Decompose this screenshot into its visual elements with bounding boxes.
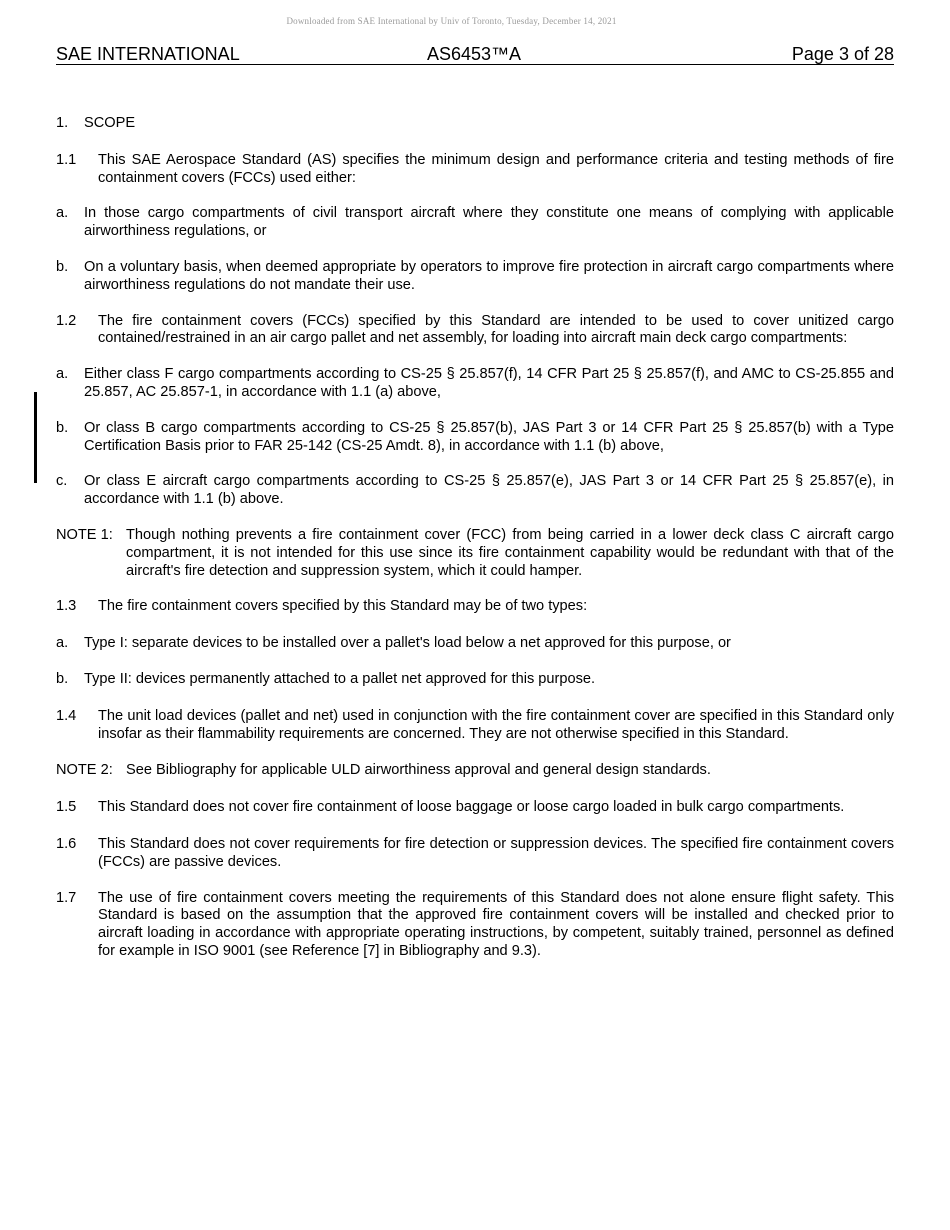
item-text: Type I: separate devices to be installed over a pallet's load below a net approved for this purpose, or	[84, 635, 731, 652]
document-body	[56, 115, 894, 961]
clause-text: The unit load devices (pallet and net) used in conjunction with the fire containment cover are specified in this Standard only insofar as their flammability requirements are concerned. They are not otherwise specified in this Standard.	[98, 707, 894, 742]
item-letter: a.	[56, 635, 69, 652]
clause-1-2-b	[56, 420, 894, 456]
clause-text: The fire containment covers specified by this Standard may be of two types:	[98, 598, 588, 615]
clause-1-7	[56, 890, 894, 961]
clause-text: The fire containment covers (FCCs) specified by this Standard are intended to be used to cover unitized cargo contained/restrained in an air cargo pallet and net assembly, for loading into aircraft main deck cargo compartments:	[98, 312, 894, 347]
header-page-number: Page 3 of 28	[791, 44, 894, 64]
item-text: On a voluntary basis, when deemed appropriate by operators to improve fire protection in aircraft cargo compartments where airworthiness regulations do not mandate their use.	[84, 258, 894, 293]
note-label: NOTE 1:	[56, 526, 113, 543]
item-text: Either class F cargo compartments according to CS-25 § 25.857(f), 14 CFR Part 25 § 25.857(f), and AMC to CS-25.855 and 25.857, AC 25.857-1, in accordance with 1.1 (a) above,	[84, 366, 894, 400]
page-header	[56, 44, 894, 65]
clause-1-5	[56, 799, 894, 817]
clause-number: 1.4	[56, 707, 77, 724]
note-1	[56, 527, 894, 580]
item-letter: b.	[56, 258, 69, 275]
clause-1-2-a	[56, 366, 894, 402]
clause-1-2-c	[56, 473, 894, 509]
item-text: Type II: devices permanently attached to a pallet net approved for this purpose.	[84, 670, 596, 687]
clause-1-1-a	[56, 205, 894, 241]
clause-text: This SAE Aerospace Standard (AS) specifies the minimum design and performance criteria and testing methods of fire containment covers (FCCs) used either:	[98, 151, 894, 186]
section-heading-scope	[56, 115, 894, 133]
clause-1-1	[56, 152, 894, 188]
clause-number: 1.2	[56, 312, 77, 329]
clause-1-2	[56, 313, 894, 349]
clause-number: 1.1	[56, 151, 77, 168]
clause-1-3-b	[56, 671, 894, 689]
item-text: Or class E aircraft cargo compartments according to CS-25 § 25.857(e), JAS Part 3 or 14 CFR Part 25 § 25.857(e), in accordance with 1.1 (b) above.	[84, 473, 894, 508]
clause-number: 1.5	[56, 799, 77, 816]
clause-1-1-b	[56, 259, 894, 295]
note-text: See Bibliography for applicable ULD airworthiness approval and general design standards.	[126, 762, 711, 779]
item-letter: b.	[56, 670, 69, 687]
item-letter: b.	[56, 419, 69, 436]
clause-number: 1.7	[56, 889, 77, 906]
clause-1-4	[56, 708, 894, 744]
download-watermark: Downloaded from SAE International by Univ of Toronto, Tuesday, December 14, 2021	[286, 16, 617, 26]
item-letter: a.	[56, 366, 69, 383]
clause-1-3-a	[56, 635, 894, 653]
clause-text: The use of fire containment covers meeting the requirements of this Standard does not alone ensure flight safety. This Standard is based on the assumption that the approved fire containment covers will be installed and checked prior to aircraft loading in accordance with appropriate operating instructions, by competent, suitably trained, personnel as defined for example in ISO 9001 (see Reference [7] in Bibliography and 9.3).	[98, 889, 894, 959]
section-number: 1.	[56, 115, 69, 131]
header-organization: SAE INTERNATIONAL	[56, 44, 240, 64]
note-2	[56, 762, 894, 780]
section-title: SCOPE	[84, 115, 136, 131]
clause-number: 1.3	[56, 598, 77, 615]
note-text: Though nothing prevents a fire containment cover (FCC) from being carried in a lower deck class C aircraft cargo compartment, it is not intended for this use since its fire containment capability would be redundant with that of the aircraft's fire detection and suppression system, which it could hamper.	[126, 526, 894, 579]
clause-1-3	[56, 598, 894, 616]
revision-change-bar	[34, 392, 37, 483]
item-letter: a.	[56, 205, 69, 222]
item-text: In those cargo compartments of civil transport aircraft where they constitute one means of complying with applicable airworthiness regulations, or	[84, 205, 894, 240]
note-label: NOTE 2:	[56, 762, 113, 779]
clause-1-6	[56, 836, 894, 872]
clause-number: 1.6	[56, 835, 77, 852]
clause-text: This Standard does not cover fire containment of loose baggage or loose cargo loaded in bulk cargo compartments.	[98, 799, 845, 816]
item-text: Or class B cargo compartments according to CS-25 § 25.857(b), JAS Part 3 or 14 CFR Part 25 § 25.857(b) with a Type Certification Basis prior to FAR 25-142 (CS-25 Amdt. 8), in accordance with 1.1 (b) above,	[84, 419, 894, 454]
header-document-id: AS6453™A	[427, 44, 522, 64]
item-letter: c.	[56, 473, 68, 490]
clause-text: This Standard does not cover requirements for fire detection or suppression devices. The specified fire containment covers (FCCs) are passive devices.	[98, 835, 894, 870]
